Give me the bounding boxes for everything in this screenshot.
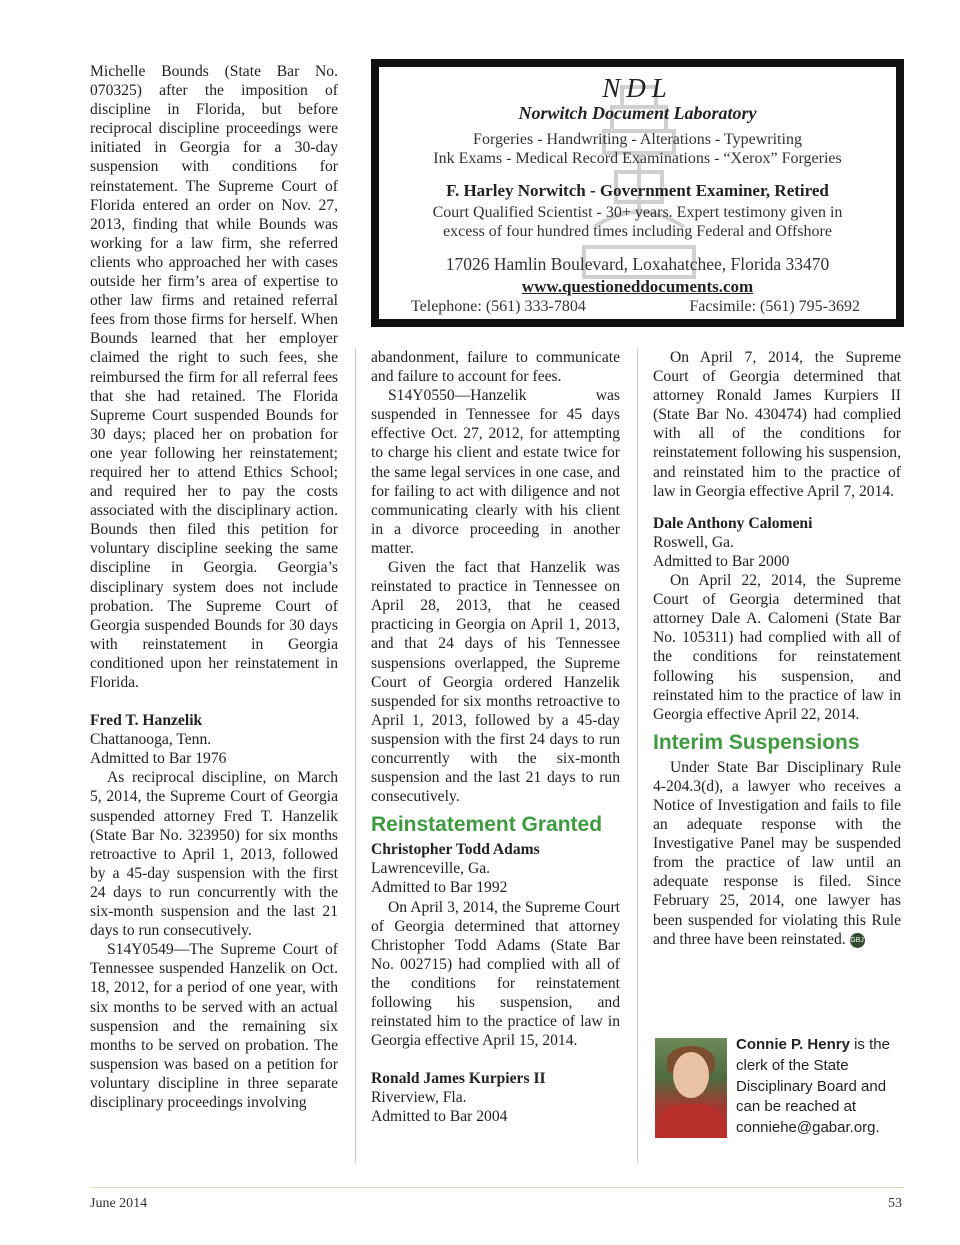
article-column-1 bbox=[90, 62, 338, 1112]
gbj-end-mark-icon: GBJ bbox=[850, 933, 865, 948]
paragraph: Given the fact that Hanzelik was reinstated to practice in Tennessee on April 28, 2013, that he ceased practicing in Georgia on April 1, 2013, and that 24 days of his Tennessee suspensions overlapped, the Supreme Court of Georgia ordered Hanzelik suspended for six months retroactive to April 1, 2013, followed by a 45-day suspension with the first 24 days to run concurrently with the six-month suspension and the last 21 days to run consecutively. bbox=[371, 559, 620, 806]
attorney-location: Riverview, Fla. bbox=[371, 1089, 467, 1107]
ndl-logo: NDL bbox=[602, 73, 673, 103]
paragraph: On April 22, 2014, the Supreme Court of Georgia determined that attorney Dale A. Calomeni (State Bar No. 105311) had complied with all of the conditions for reinstatement following his suspension, and reinstated him to the practice of law in Georgia effective April 22, 2014. bbox=[653, 572, 901, 723]
qualification-line-2: excess of four hundred times including Federal and Offshore bbox=[443, 223, 832, 240]
attorney-name: Dale Anthony Calomeni bbox=[653, 514, 813, 532]
author-bio bbox=[736, 1035, 906, 1139]
paragraph: S14Y0549—The Supreme Court of Tennessee suspended Hanzelik on Oct. 18, 2012, for a period of one year, with six months to be served with an actual suspension and the remaining six months to be served on probation. The suspension was based on a petition for voluntary discipline in three separate disciplinary proceedings involving bbox=[90, 941, 338, 1111]
attorney-admitted: Admitted to Bar 1976 bbox=[90, 750, 227, 768]
paragraph: S14Y0550—Hanzelik was suspended in Tennessee for 45 days effective Oct. 27, 2012, for attempting to charge his client and estate twice for the same legal services in one case, and for failing to act with diligence and not communicating clearly with his client in a divorce proceeding in another matter. bbox=[371, 387, 620, 557]
paragraph: On April 3, 2014, the Supreme Court of Georgia determined that attorney Christopher Todd Adams (State Bar No. 002715) had complied with all of the conditions for reinstatement following his suspension, and reinstated him to the practice of law in Georgia effective April 15, 2014. bbox=[371, 898, 620, 1050]
paragraph: Michelle Bounds (State Bar No. 070325) after the imposition of discipline in Florida, but before reciprocal discipline proceedings were initiated in Georgia for a 30-day suspension with conditions for reinstatement. The Supreme Court of Florida entered an order on Nov. 27, 2013, finding that while Bounds was working for a law firm, she referred clients who approached her with cases outside her firm’s area of expertise to other law firms and retained referral fees from those firms for herself. When Bounds learned that her employer claimed the right to such fees, she reimbursed the firm for all referral fees that she had retained. The Florida Supreme Court suspended Bounds for 30 days; placed her on probation for one year following her reinstatement; required her to attend Ethics School; and required her to pay the costs associated with the disciplinary action. Bounds then filed this petition for voluntary discipline seeking the same discipline in Georgia. Georgia’s disciplinary system does not include probation. The Supreme Court of Georgia suspended Bounds for 30 days with reinstatement in Georgia conditioned upon her reinstatement in Florida. bbox=[90, 63, 338, 691]
attorney-name: Ronald James Kurpiers II bbox=[371, 1070, 546, 1088]
attorney-name: Fred T. Hanzelik bbox=[90, 712, 203, 730]
footer-issue: June 2014 bbox=[90, 1196, 148, 1211]
attorney-admitted: Admitted to Bar 2004 bbox=[371, 1108, 508, 1126]
services-line-1: Forgeries - Handwriting - Alterations - Typewriting bbox=[473, 131, 802, 148]
attorney-admitted: Admitted to Bar 2000 bbox=[653, 552, 790, 570]
facsimile-line: Facsimile: (561) 795-3692 bbox=[689, 298, 860, 315]
page-number: 53 bbox=[888, 1196, 902, 1211]
attorney-location: Roswell, Ga. bbox=[653, 533, 734, 551]
column-divider-1 bbox=[355, 348, 356, 1163]
telephone-line: Telephone: (561) 333-7804 bbox=[411, 298, 586, 315]
services-line-2: Ink Exams - Medical Record Examinations - “Xerox” Forgeries bbox=[433, 150, 842, 167]
qualification-line-1: Court Qualified Scientist - 30+ years. Expert testimony given in bbox=[432, 204, 843, 221]
author-bio-text: is the clerk of the State Disciplinary Board and can be reached at conniehe@gabar.org. bbox=[736, 1036, 890, 1137]
advertisement-box bbox=[371, 59, 904, 327]
address-line: 17026 Hamlin Boulevard, Loxahatchee, Florida 33470 bbox=[445, 254, 830, 274]
paragraph: abandonment, failure to communicate and failure to account for fees. bbox=[371, 349, 620, 386]
footer-divider bbox=[90, 1187, 904, 1188]
attorney-location: Lawrenceville, Ga. bbox=[371, 860, 491, 878]
author-name: Connie P. Henry bbox=[736, 1036, 850, 1053]
website-link[interactable]: www.questioneddocuments.com bbox=[521, 277, 754, 296]
lab-name: Norwitch Document Laboratory bbox=[518, 103, 757, 123]
article-column-3 bbox=[653, 348, 901, 949]
section-heading-reinstatement: Reinstatement Granted bbox=[371, 813, 603, 837]
advertisement-content bbox=[379, 67, 896, 319]
section-heading-interim: Interim Suspensions bbox=[653, 730, 860, 754]
paragraph: On April 7, 2014, the Supreme Court of Georgia determined that attorney Ronald James Kurpiers II (State Bar No. 430474) had complied with all of the conditions for reinstatement following his suspension, and reinstated him to the practice of law in Georgia effective April 7, 2014. bbox=[653, 349, 901, 500]
article-column-2 bbox=[371, 348, 620, 1127]
attorney-location: Chattanooga, Tenn. bbox=[90, 731, 212, 749]
attorney-admitted: Admitted to Bar 1992 bbox=[371, 879, 508, 897]
paragraph: As reciprocal discipline, on March 5, 2014, the Supreme Court of Georgia suspended attorney Fred T. Hanzelik (State Bar No. 323950) for six months retroactive to April 1, 2013, followed by a 45-day suspension with the first 24 days to run concurrently with the six-month suspension and the last 21 days to run consecutively. bbox=[90, 769, 338, 940]
column-divider-2 bbox=[637, 348, 638, 1163]
examiner-line: F. Harley Norwitch - Government Examiner, Retired bbox=[446, 181, 829, 200]
paragraph-text: Under State Bar Disciplinary Rule 4-204.3(d), a lawyer who receives a Notice of Investigation and fails to file an adequate response with the Investigative Panel may be suspended from the practice of law until an adequate response is filed. Since February 25, 2014, one lawyer has been suspended for violating this Rule and three have been reinstated. bbox=[653, 758, 901, 948]
paragraph bbox=[653, 758, 901, 949]
author-photo bbox=[655, 1038, 727, 1138]
attorney-name: Christopher Todd Adams bbox=[371, 841, 540, 859]
